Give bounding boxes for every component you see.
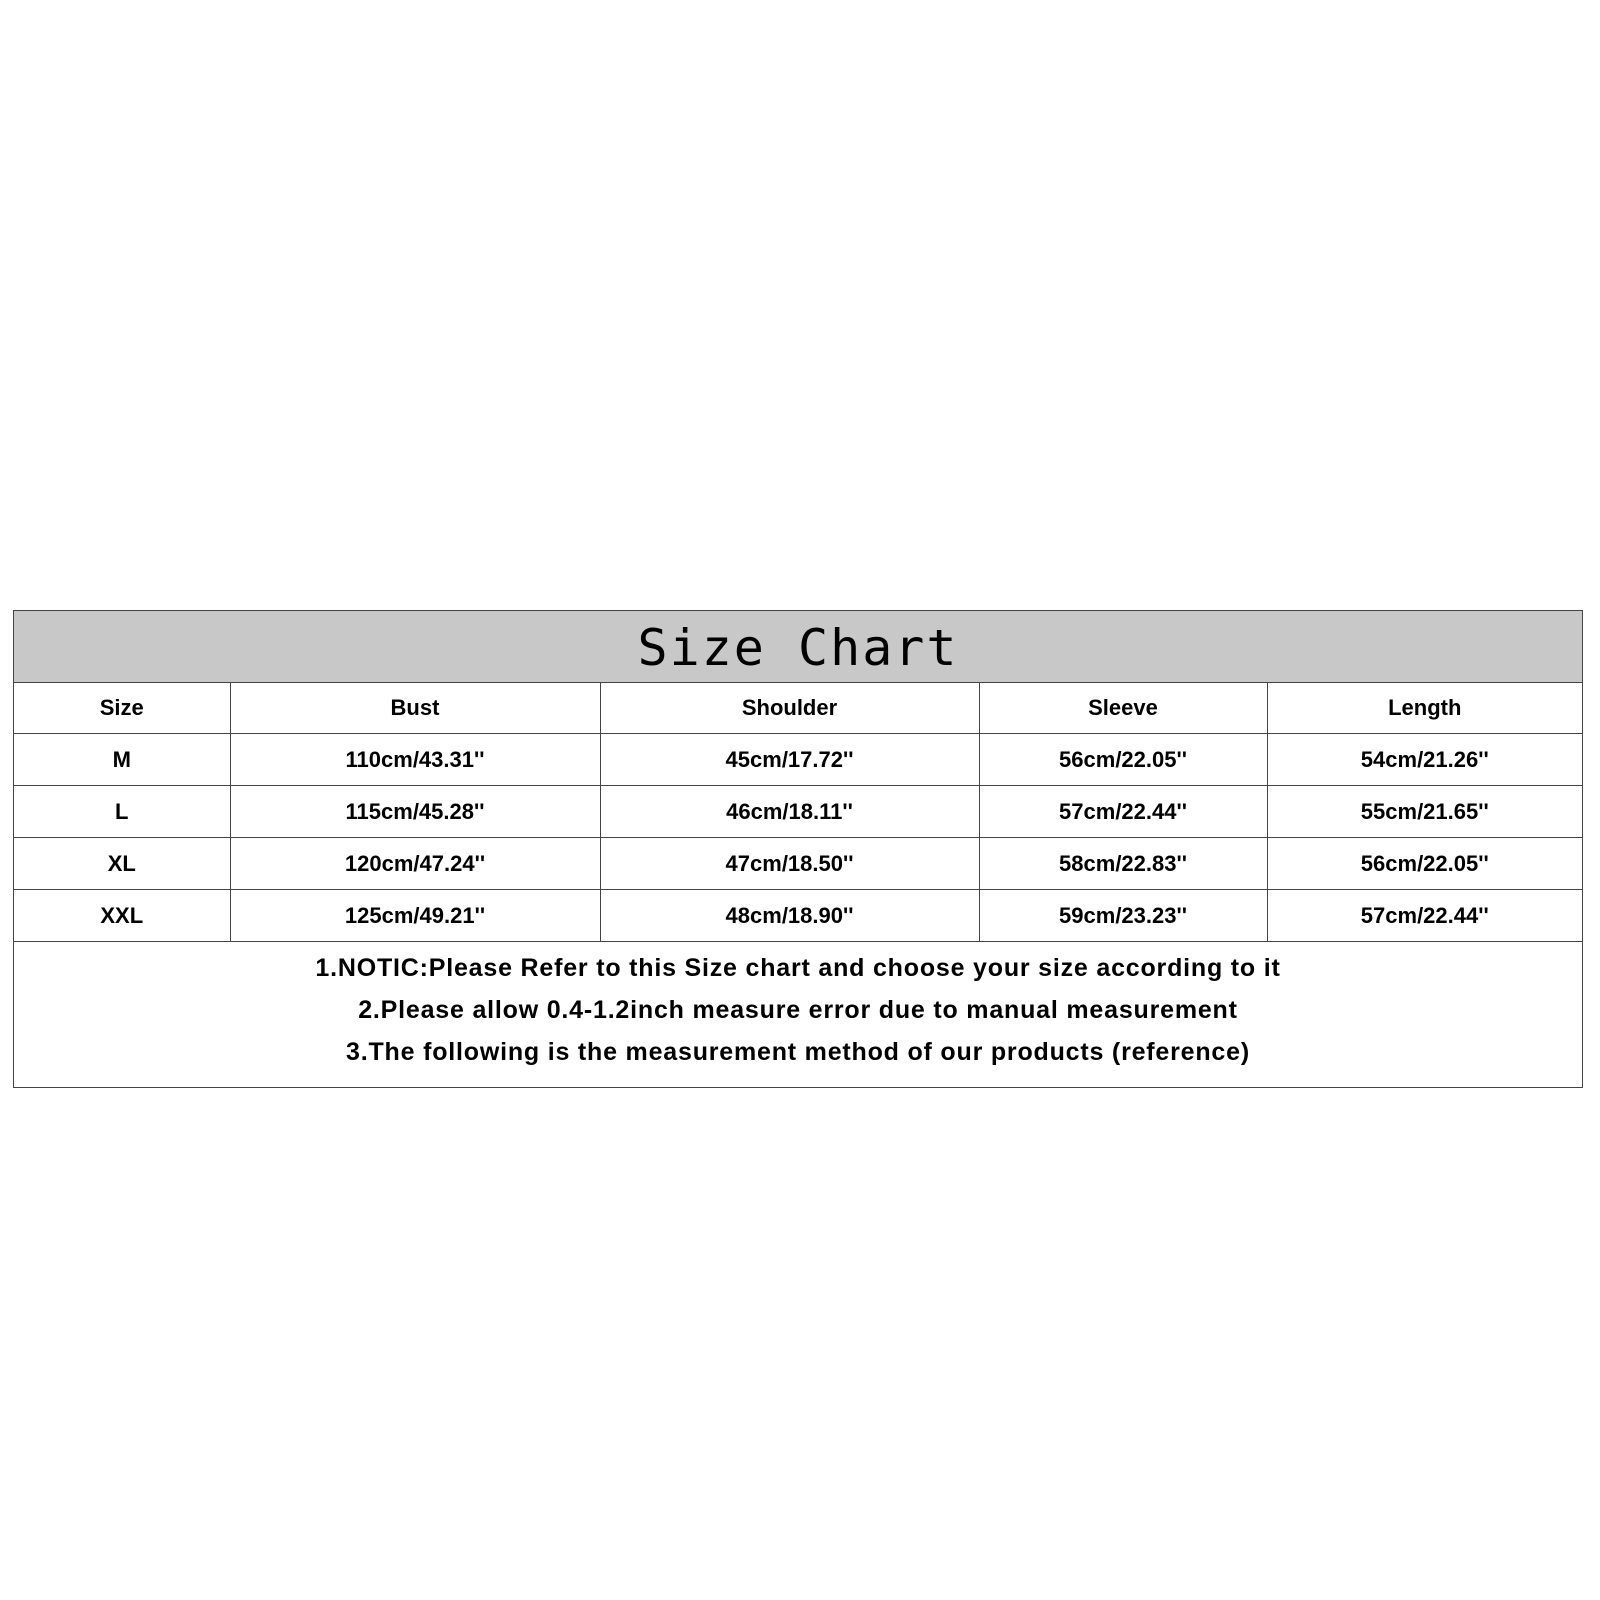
length-cell: 54cm/21.26'' [1267,734,1582,786]
column-header-shoulder: Shoulder [600,683,979,734]
bust-cell: 110cm/43.31'' [230,734,600,786]
size-chart [13,610,1583,1088]
bust-cell: 115cm/45.28'' [230,786,600,838]
length-cell: 55cm/21.65'' [1267,786,1582,838]
column-header-length: Length [1267,683,1582,734]
bust-cell: 125cm/49.21'' [230,890,600,942]
size-table [14,683,1582,942]
bust-cell: 120cm/47.24'' [230,838,600,890]
table-row [14,838,1582,890]
table-row [14,786,1582,838]
shoulder-cell: 46cm/18.11'' [600,786,979,838]
note-line: 3.The following is the measurement method of our products (reference) [346,1038,1250,1066]
table-row [14,890,1582,942]
size-cell: L [14,786,230,838]
notes-section [14,942,1582,1087]
header-row [14,683,1582,734]
shoulder-cell: 47cm/18.50'' [600,838,979,890]
chart-title: Size Chart [14,611,1582,683]
column-header-sleeve: Sleeve [979,683,1267,734]
sleeve-cell: 58cm/22.83'' [979,838,1267,890]
length-cell: 57cm/22.44'' [1267,890,1582,942]
sleeve-cell: 57cm/22.44'' [979,786,1267,838]
column-header-size: Size [14,683,230,734]
shoulder-cell: 45cm/17.72'' [600,734,979,786]
note-line: 1.NOTIC:Please Refer to this Size chart and choose your size according to it [315,954,1281,982]
length-cell: 56cm/22.05'' [1267,838,1582,890]
note-line: 2.Please allow 0.4-1.2inch measure error due to manual measurement [358,996,1238,1024]
table-row [14,734,1582,786]
column-header-bust: Bust [230,683,600,734]
size-cell: XXL [14,890,230,942]
sleeve-cell: 56cm/22.05'' [979,734,1267,786]
sleeve-cell: 59cm/23.23'' [979,890,1267,942]
size-cell: XL [14,838,230,890]
size-cell: M [14,734,230,786]
shoulder-cell: 48cm/18.90'' [600,890,979,942]
